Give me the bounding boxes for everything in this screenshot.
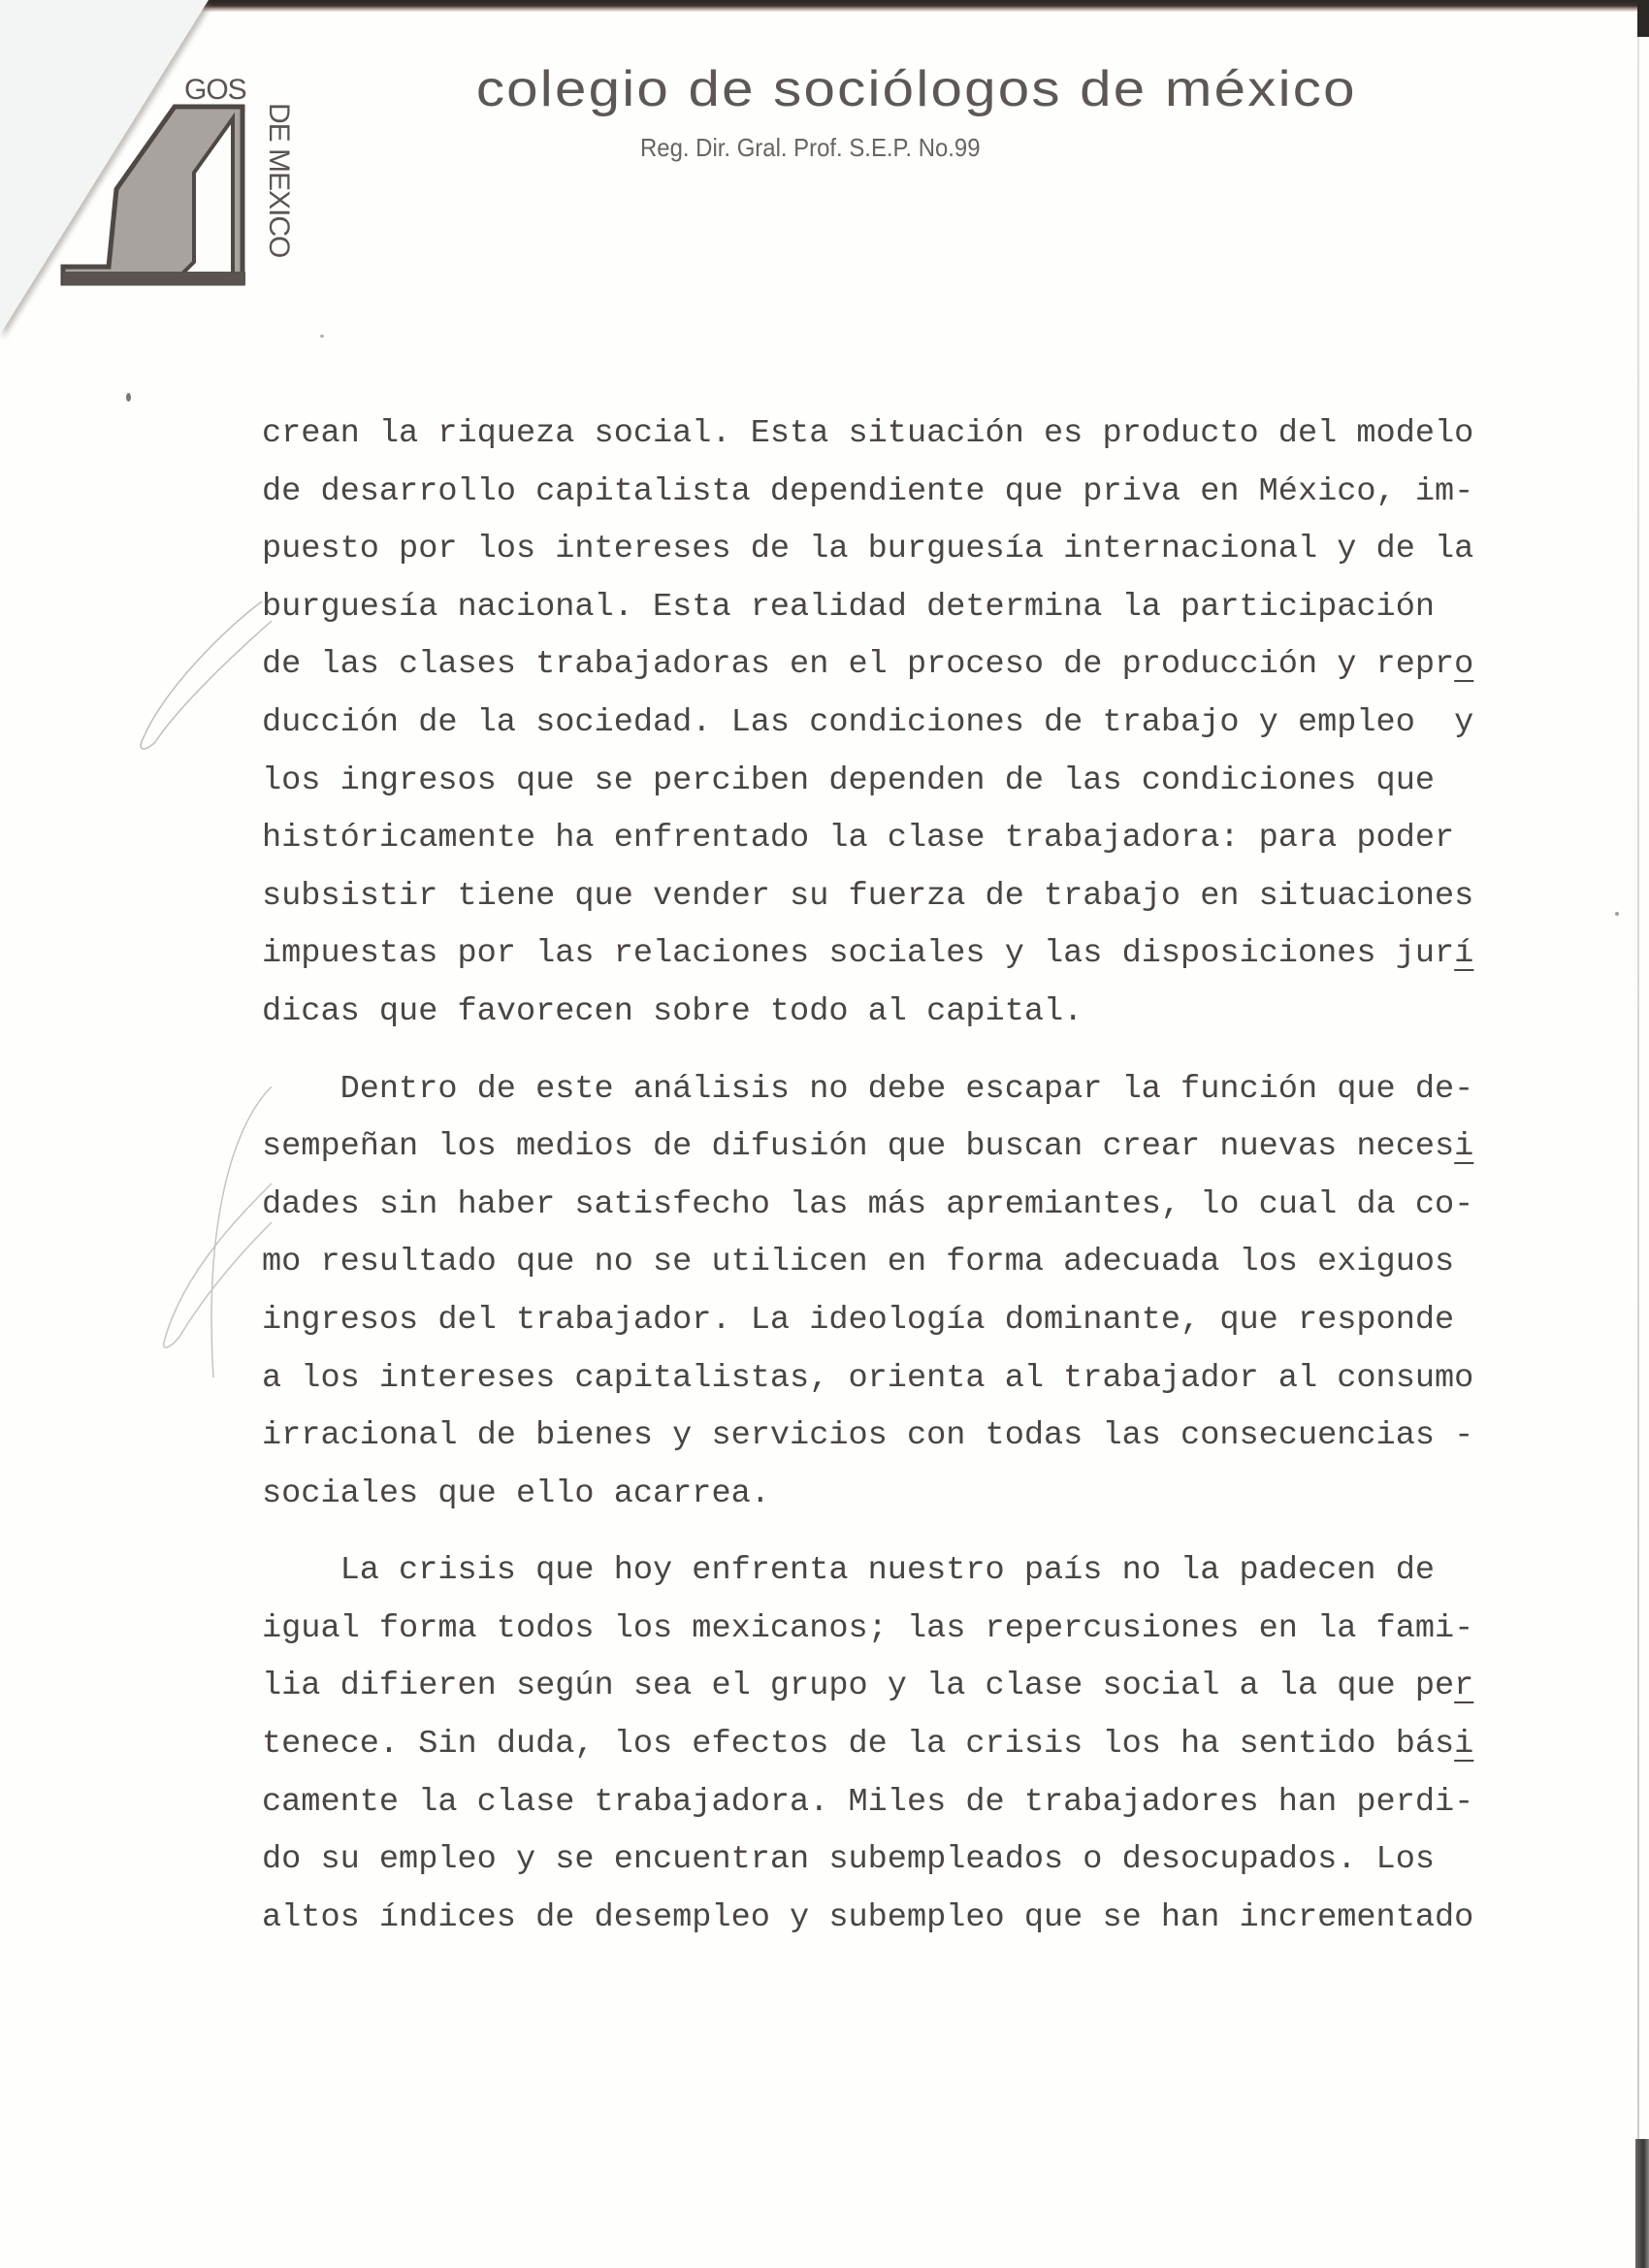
line-text: dicas que favorecen sobre todo al capital. xyxy=(262,992,1083,1030)
letterhead-title: colegio de sociólogos de méxico xyxy=(475,61,1357,117)
paragraph xyxy=(262,405,1523,1042)
text-line xyxy=(262,1466,1523,1524)
text-line xyxy=(262,925,1523,984)
line-text: lia difieren según sea el grupo y la clase social a la que pe xyxy=(262,1668,1455,1705)
line-text: tenece. Sin duda, los efectos de la crisis los ha sentido bás xyxy=(262,1726,1455,1764)
underlined-syllable-break: i xyxy=(1454,1128,1474,1166)
text-line xyxy=(262,753,1523,811)
text-line xyxy=(262,695,1523,753)
line-text: La crisis que hoy enfrenta nuestro país no la padecen de xyxy=(262,1552,1436,1590)
text-line xyxy=(262,810,1523,868)
text-line xyxy=(262,1292,1523,1350)
line-text: mo resultado que no se utilicen en forma adecuada los exiguos xyxy=(262,1244,1455,1281)
line-text: altos índices de desempleo y subempleo que se han incrementado xyxy=(262,1898,1474,1936)
text-line xyxy=(262,1774,1523,1832)
text-line xyxy=(262,521,1523,579)
line-text: do su empleo y se encuentran subempleados o desocupados. Los xyxy=(262,1841,1436,1879)
text-line xyxy=(262,1658,1523,1716)
line-text: sempeñan los medios de difusión que buscan crear nuevas neces xyxy=(262,1128,1455,1166)
text-line xyxy=(262,984,1523,1042)
folded-corner xyxy=(0,0,209,335)
scan-speck xyxy=(126,393,131,402)
text-line xyxy=(262,1061,1523,1119)
line-text: ducción de la sociedad. Las condiciones de trabajo y empleo y xyxy=(262,703,1474,741)
text-line xyxy=(262,1118,1523,1177)
line-text: de las clases trabajadoras en el proceso de producción y repr xyxy=(262,646,1455,684)
text-line xyxy=(262,464,1523,522)
text-line xyxy=(262,405,1523,464)
text-line xyxy=(262,1408,1523,1466)
line-text: a los intereses capitalistas, orienta al trabajador al consumo xyxy=(262,1359,1474,1397)
line-text: sociales que ello acarrea. xyxy=(262,1474,770,1512)
text-line xyxy=(262,1831,1523,1890)
line-text: igual forma todos los mexicanos; las repercusiones en la fami- xyxy=(262,1609,1474,1647)
underlined-syllable-break: í xyxy=(1454,935,1474,973)
letter-body xyxy=(262,405,1523,1966)
line-text: impuestas por las relaciones sociales y las disposiciones jur xyxy=(262,935,1455,973)
underlined-syllable-break: r xyxy=(1454,1668,1474,1705)
line-text: camente la clase trabajadora. Miles de trabajadores han perdi- xyxy=(262,1783,1474,1821)
line-text: históricamente ha enfrentado la clase trabajadora: para poder xyxy=(262,820,1455,858)
text-line xyxy=(262,1177,1523,1235)
scan-speck xyxy=(1615,912,1619,916)
text-line xyxy=(262,636,1523,695)
line-text: de desarrollo capitalista dependiente que priva en México, im- xyxy=(262,472,1474,510)
scan-right-edge-bottom xyxy=(1635,2139,1649,2268)
paragraph xyxy=(262,1061,1523,1524)
line-text: Dentro de este análisis no debe escapar la función que de- xyxy=(262,1070,1474,1108)
line-text: subsistir tiene que vender su fuerza de trabajo en situaciones xyxy=(262,877,1474,915)
scan-right-edge-top xyxy=(1637,0,1649,37)
letterhead-registration: Reg. Dir. Gral. Prof. S.E.P. No.99 xyxy=(640,133,981,162)
logo-text-side: DE MEXICO xyxy=(263,103,295,258)
page-right-edge xyxy=(1637,37,1639,2171)
line-text: los ingresos que se perciben dependen de las condiciones que xyxy=(262,761,1436,799)
line-text: irracional de bienes y servicios con todas las consecuencias - xyxy=(262,1417,1474,1455)
logo-text-top: GOS xyxy=(184,74,246,106)
line-text: burguesía nacional. Esta realidad determina la participación xyxy=(262,588,1436,626)
paragraph xyxy=(262,1542,1523,1947)
line-text: dades sin haber satisfecho las más apremiantes, lo cual da co- xyxy=(262,1185,1474,1223)
line-text: puesto por los intereses de la burguesía internacional y de la xyxy=(262,531,1474,568)
text-line xyxy=(262,868,1523,926)
text-line xyxy=(262,1716,1523,1774)
scan-top-edge xyxy=(0,0,1649,12)
line-text: ingresos del trabajador. La ideología dominante, que responde xyxy=(262,1301,1455,1339)
underlined-syllable-break: o xyxy=(1454,646,1474,684)
line-text: crean la riqueza social. Esta situación es producto del modelo xyxy=(262,415,1474,452)
text-line xyxy=(262,1601,1523,1659)
underlined-syllable-break: i xyxy=(1454,1726,1474,1764)
text-line xyxy=(262,1234,1523,1292)
text-line xyxy=(262,1350,1523,1409)
scan-speck xyxy=(320,335,324,338)
text-line xyxy=(262,579,1523,637)
text-line xyxy=(262,1890,1523,1948)
text-line xyxy=(262,1542,1523,1601)
